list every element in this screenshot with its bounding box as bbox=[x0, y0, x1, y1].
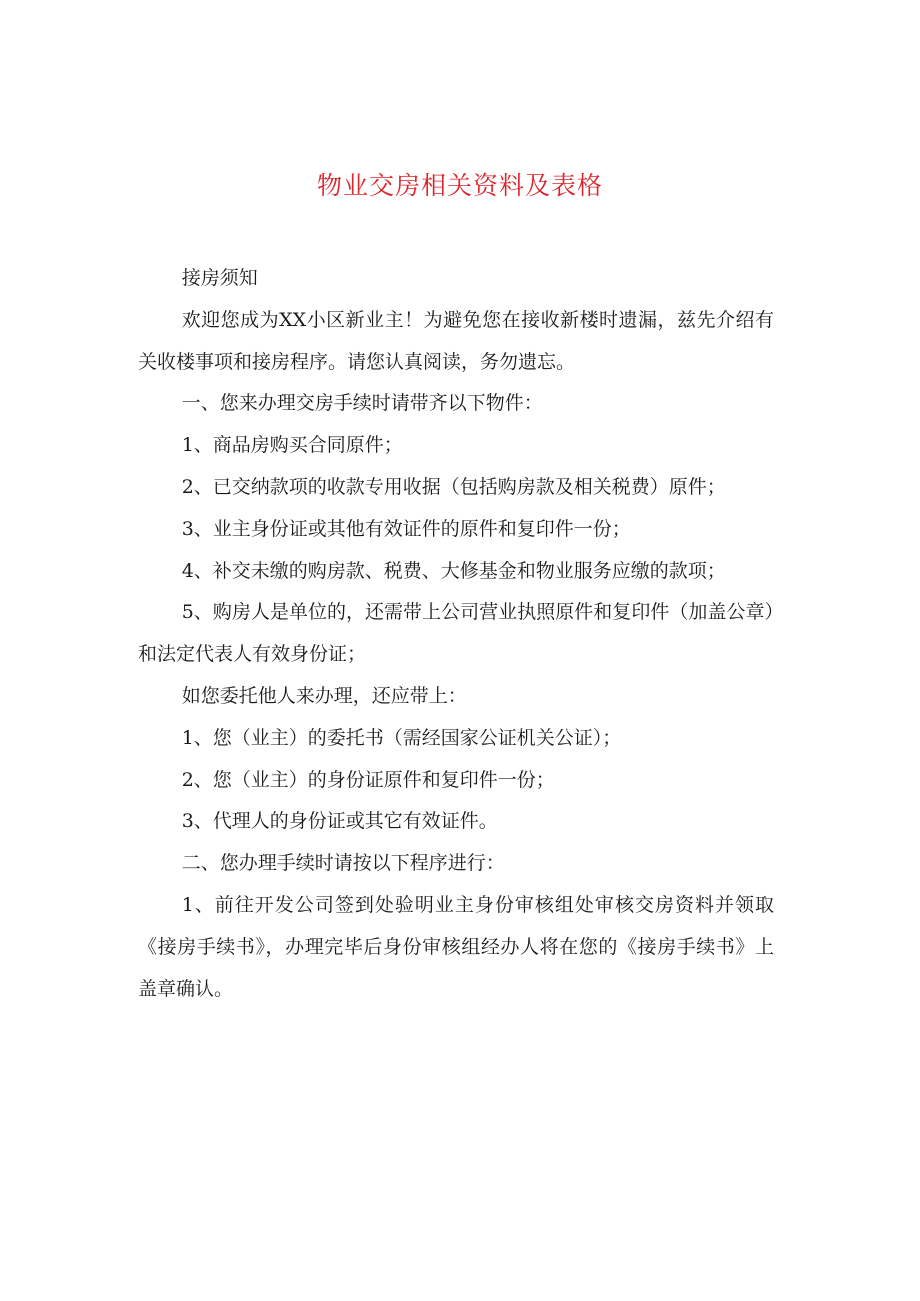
list-item: 1、前往开发公司签到处验明业主身份审核组处审核交房资料并领取《接房手续书》，办理完毕后身份审核组经办人将在您的《接房手续书》上盖章确认。 bbox=[138, 893, 774, 1000]
list-item: 5、购房人是单位的，还需带上公司营业执照原件和复印件（加盖公章）和法定代表人有效身份证； bbox=[138, 601, 774, 666]
document-body bbox=[138, 258, 774, 1010]
list-item: 3、代理人的身份证或其它有效证件。 bbox=[181, 810, 498, 833]
section-two-heading: 二、您办理手续时请按以下程序进行： bbox=[181, 852, 505, 875]
welcome-paragraph: 欢迎您成为XX小区新业主！为避免您在接收新楼时遗漏，兹先介绍有关收楼事项和接房程序。请您认真阅读，务勿遗忘。 bbox=[138, 308, 774, 373]
list-item: 3、业主身份证或其他有效证件的原件和复印件一份； bbox=[181, 517, 631, 540]
list-item: 1、您（业主）的委托书（需经国家公证机关公证）； bbox=[181, 726, 622, 749]
list-item: 2、您（业主）的身份证原件和复印件一份； bbox=[181, 768, 555, 791]
list-item: 2、已交纳款项的收款专用收据（包括购房款及相关税费）原件； bbox=[181, 475, 726, 498]
section-heading-notice: 接房须知 bbox=[181, 267, 258, 289]
document-title: 物业交房相关资料及表格 bbox=[316, 171, 603, 200]
list-item: 1、商品房购买合同原件； bbox=[181, 434, 403, 457]
delegate-heading: 如您委托他人来办理，还应带上： bbox=[181, 684, 467, 707]
section-one-heading: 一、您来办理交房手续时请带齐以下物件： bbox=[181, 392, 543, 415]
list-item: 4、补交未缴的购房款、税费、大修基金和物业服务应缴的款项； bbox=[181, 559, 726, 582]
